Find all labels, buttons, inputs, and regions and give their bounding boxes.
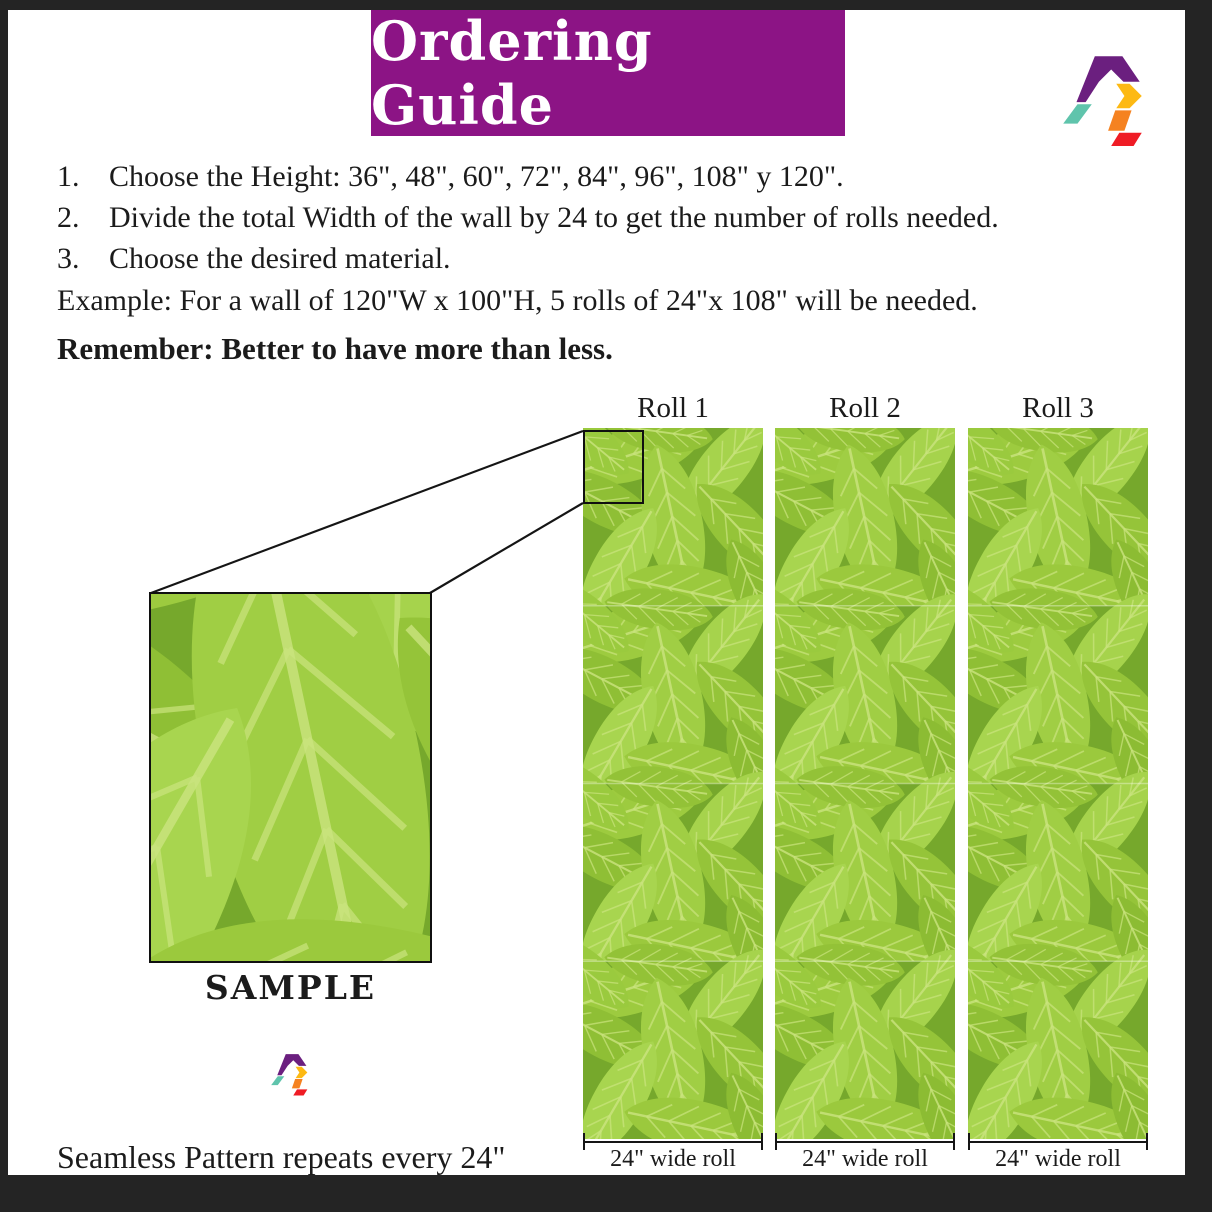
- instruction-text: Divide the total Width of the wall by 24 to get the number of rolls needed.: [109, 201, 999, 234]
- callout-square: [583, 430, 644, 504]
- roll-3-pattern: [968, 428, 1148, 1139]
- roll-3-label: Roll 3: [1022, 392, 1094, 424]
- instructions: [57, 156, 1167, 369]
- dimension-line: [775, 1141, 955, 1143]
- example-text: Example: For a wall of 120"W x 100"H, 5 rolls of 24"x 108" will be needed.: [57, 284, 978, 317]
- instruction-item: [57, 238, 1167, 279]
- page-title: Ordering Guide: [371, 9, 653, 137]
- instruction-number: 2.: [57, 201, 80, 234]
- roll-width-label: 24" wide roll: [995, 1146, 1121, 1172]
- sample-preview: [149, 592, 432, 963]
- remember-note: Remember: Better to have more than less.: [57, 331, 613, 366]
- instruction-item: [57, 197, 1167, 238]
- instruction-text: Choose the desired material.: [109, 242, 451, 275]
- instruction-item: [57, 156, 1167, 197]
- roll-width-label: 24" wide roll: [802, 1146, 928, 1172]
- instruction-text: Choose the Height: 36", 48", 60", 72", 84", 96", 108" y 120".: [109, 160, 844, 193]
- roll-2-label: Roll 2: [829, 392, 901, 424]
- roll-width-label: 24" wide roll: [610, 1146, 736, 1172]
- instruction-number: 1.: [57, 160, 80, 193]
- dimension-line: [583, 1141, 763, 1143]
- roll-2-pattern: [775, 428, 955, 1139]
- roll-2-width-dimension: [775, 1132, 955, 1180]
- seamless-note: Seamless Pattern repeats every 24": [57, 1139, 506, 1175]
- brand-logo-small: [266, 1046, 313, 1097]
- roll-3-width-dimension: [968, 1132, 1148, 1180]
- instruction-number: 3.: [57, 242, 80, 275]
- page-title-banner: [371, 10, 845, 136]
- sample-label: SAMPLE: [204, 968, 377, 1007]
- dimension-line: [968, 1141, 1148, 1143]
- roll-1-label: Roll 1: [637, 392, 709, 424]
- brand-logo: [1052, 40, 1154, 148]
- callout-lines: [138, 420, 653, 604]
- roll-1-width-dimension: [583, 1132, 763, 1180]
